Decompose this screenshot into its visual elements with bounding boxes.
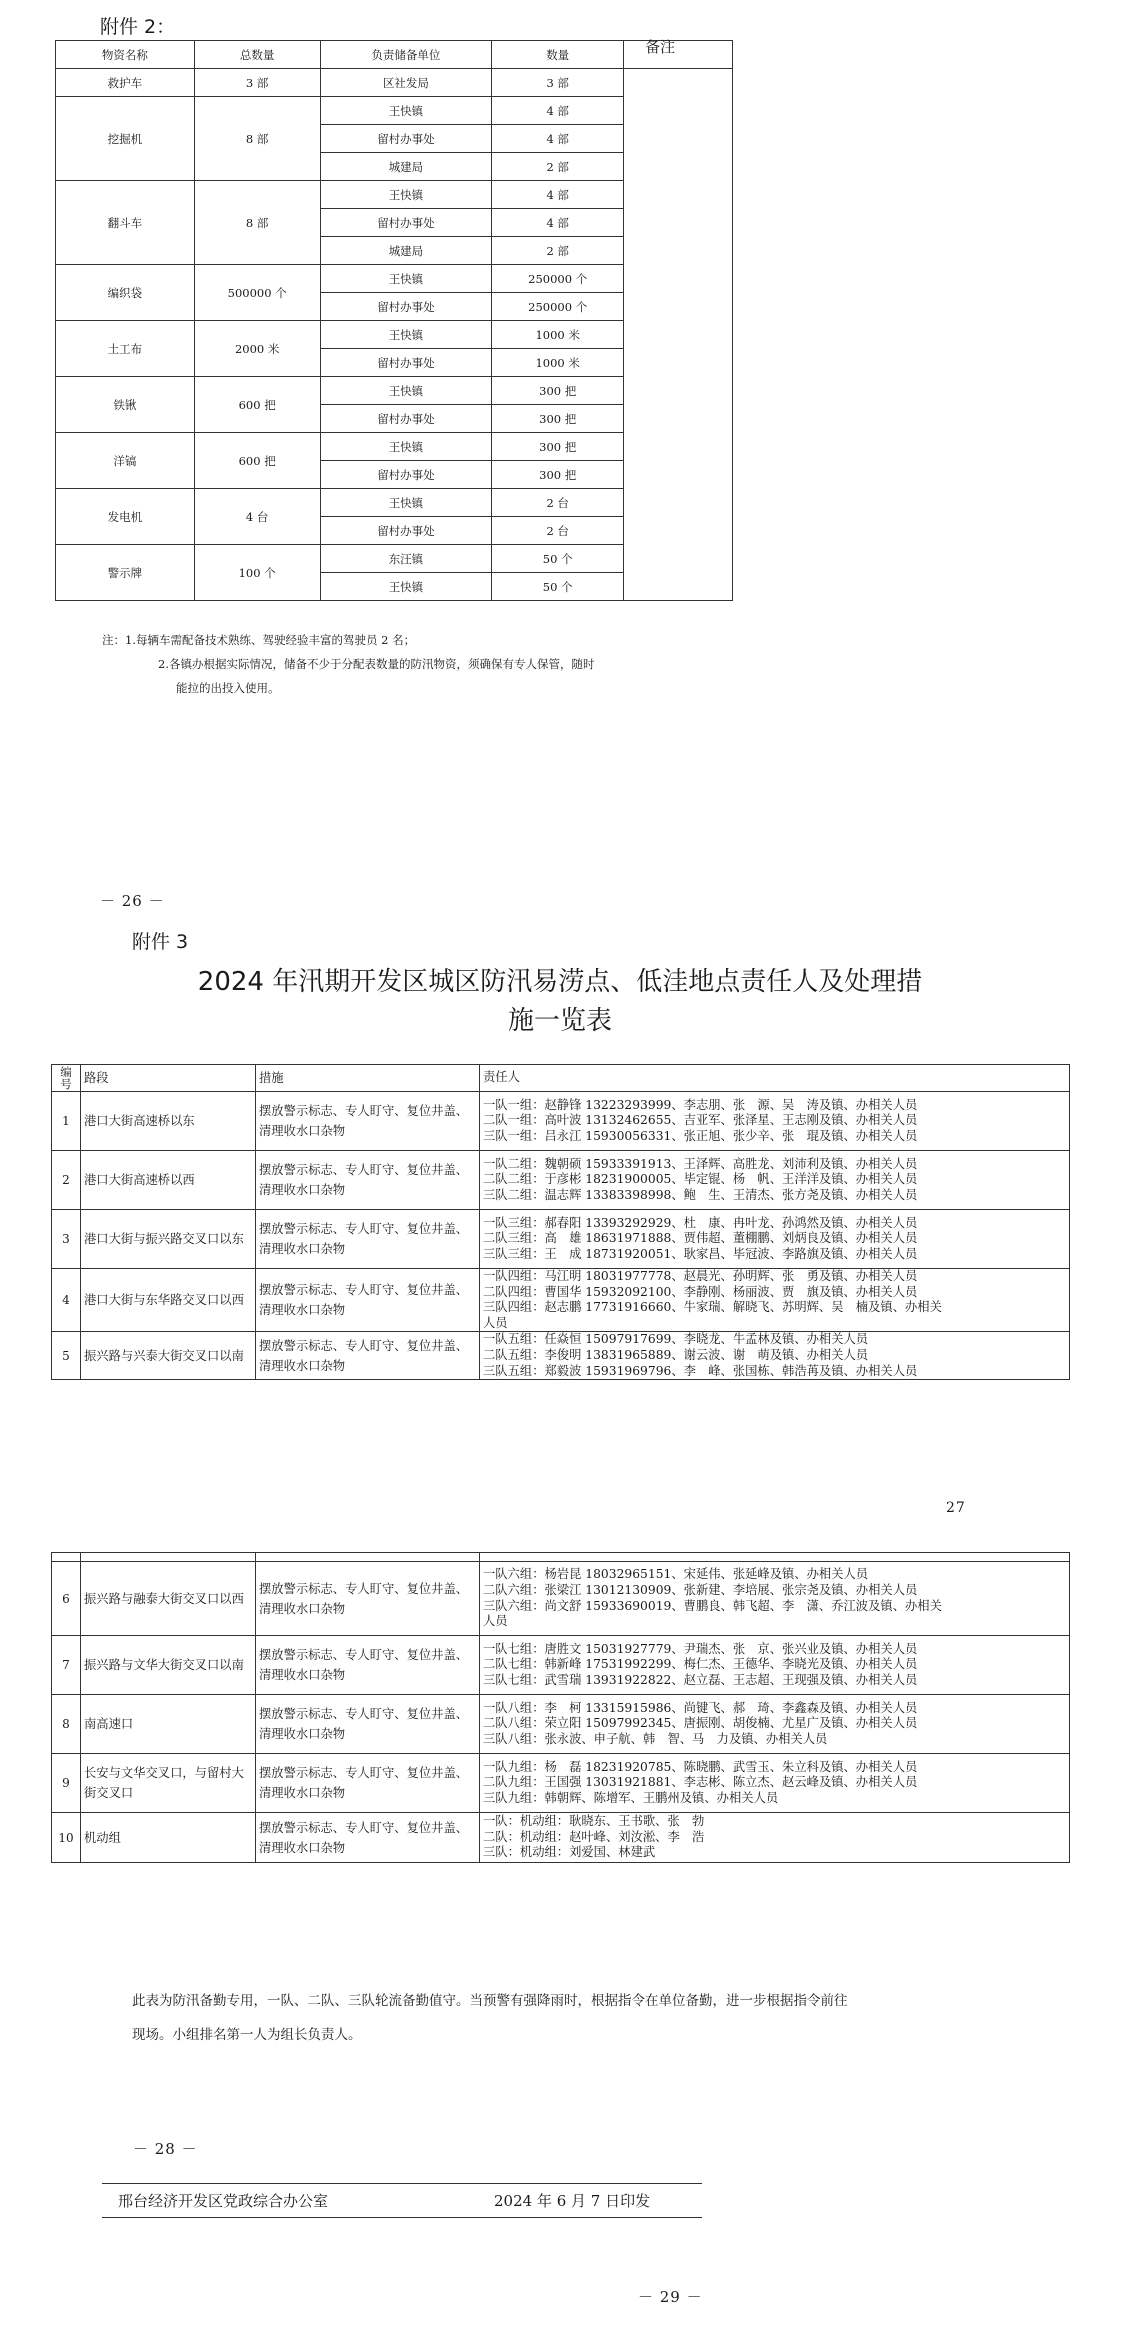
responsible-persons	[480, 1151, 1070, 1210]
responsible-line: 二队：机动组：赵叶峰、刘汝淞、李 浩	[483, 1829, 705, 1844]
unit-quantity: 300 把	[492, 461, 624, 489]
item-total: 8 部	[194, 97, 320, 181]
unit-quantity: 300 把	[492, 405, 624, 433]
header-responsible: 责任人	[480, 1065, 1070, 1092]
table-row	[52, 1151, 1070, 1210]
header-unit: 负责储备单位	[320, 41, 492, 69]
page-number-29: － 29 －	[638, 2288, 703, 2306]
item-total: 600 把	[194, 433, 320, 489]
note-1: 注：1.每辆车需配备技术熟练、驾驶经验丰富的驾驶员 2 名；	[102, 633, 416, 647]
measures: 摆放警示标志、专人盯守、复位井盖、清理收水口杂物	[256, 1151, 480, 1210]
unit-quantity: 2 台	[492, 517, 624, 545]
unit-quantity: 4 部	[492, 125, 624, 153]
responsible-line: 一队二组：魏朝硕 15933391913、王泽辉、高胜龙、刘沛利及镇、办相关人员	[483, 1156, 918, 1171]
responsible-line: 二队七组：韩新峰 17531992299、梅仁杰、王德华、李晓光及镇、办相关人员	[483, 1657, 918, 1672]
note-3: 能拉的出投入使用。	[176, 681, 280, 695]
unit-quantity: 3 部	[492, 69, 624, 97]
unit-quantity: 4 部	[492, 97, 624, 125]
table-row	[52, 1636, 1070, 1695]
road-section: 南高速口	[81, 1695, 256, 1754]
row-number: 7	[52, 1636, 81, 1695]
responsible-persons	[480, 1269, 1070, 1332]
table-row	[52, 1269, 1070, 1332]
supplies-row	[56, 69, 733, 97]
row-number: 9	[52, 1754, 81, 1813]
responsible-line: 二队六组：张梁江 13012130909、张新建、李培展、张宗尧及镇、办相关人员	[483, 1582, 918, 1597]
item-name: 挖掘机	[56, 97, 195, 181]
annex2-label: 附件 2：	[100, 16, 176, 38]
item-total: 500000 个	[194, 265, 320, 321]
responsible-persons	[480, 1695, 1070, 1754]
responsible-line: 人员	[483, 1614, 508, 1629]
responsible-persons	[480, 1754, 1070, 1813]
table-row	[52, 1332, 1070, 1380]
unit-quantity: 300 把	[492, 377, 624, 405]
responsible-line: 一队一组：赵静锋 13223293999、李志朋、张 源、吴 涛及镇、办相关人员	[483, 1097, 918, 1112]
road-section: 港口大街与振兴路交叉口以东	[81, 1210, 256, 1269]
responsible-persons	[480, 1332, 1070, 1380]
storage-unit: 王快镇	[320, 181, 492, 209]
table-row	[52, 1092, 1070, 1151]
row-number: 10	[52, 1813, 81, 1863]
footer-date: 2024 年 6 月 7 日印发	[494, 2192, 651, 2210]
responsible-line: 三队一组：吕永江 15930056331、张正旭、张少辛、张 琨及镇、办相关人员	[483, 1128, 918, 1143]
measures: 摆放警示标志、专人盯守、复位井盖、清理收水口杂物	[256, 1636, 480, 1695]
header-measure: 措施	[256, 1065, 480, 1092]
page-number-26: － 26 －	[100, 892, 165, 910]
unit-quantity: 300 把	[492, 433, 624, 461]
responsible-line: 三队：机动组：刘爱国、林建武	[483, 1845, 656, 1860]
responsible-line: 人员	[483, 1315, 508, 1330]
remark-cell	[624, 69, 733, 601]
responsible-line: 二队五组：李俊明 13831965889、谢云波、谢 萌及镇、办相关人员	[483, 1347, 869, 1362]
storage-unit: 王快镇	[320, 377, 492, 405]
storage-unit: 城建局	[320, 153, 492, 181]
row-number: 3	[52, 1210, 81, 1269]
annex3-title-line1: 2024 年汛期开发区城区防汛易涝点、低洼地点责任人及处理措	[197, 967, 923, 997]
responsible-line: 一队七组：唐胜文 15031927779、尹瑞杰、张 京、张兴业及镇、办相关人员	[483, 1641, 918, 1656]
table-header-row	[52, 1065, 1070, 1092]
annex3-title-line2: 施一览表	[507, 1006, 612, 1036]
responsible-line: 三队三组：王 成 18731920051、耿家昌、毕冠波、李路旗及镇、办相关人员	[483, 1246, 918, 1261]
road-section: 长安与文华交叉口，与留村大街交叉口	[81, 1754, 256, 1813]
responsible-line: 三队九组：韩朝辉、陈增军、王鹏州及镇、办相关人员	[483, 1790, 779, 1805]
measures: 摆放警示标志、专人盯守、复位井盖、清理收水口杂物	[256, 1210, 480, 1269]
road-section: 振兴路与兴泰大街交叉口以南	[81, 1332, 256, 1380]
table-row	[52, 1754, 1070, 1813]
responsibility-table-part2	[51, 1552, 1070, 1863]
responsibility-table-part1	[51, 1064, 1070, 1380]
table-row	[52, 1813, 1070, 1863]
responsible-persons	[480, 1813, 1070, 1863]
measures: 摆放警示标志、专人盯守、复位井盖、清理收水口杂物	[256, 1695, 480, 1754]
header-no: 编号	[52, 1065, 81, 1092]
unit-quantity: 2 部	[492, 153, 624, 181]
measures: 摆放警示标志、专人盯守、复位井盖、清理收水口杂物	[256, 1813, 480, 1863]
road-section: 振兴路与文华大街交叉口以南	[81, 1636, 256, 1695]
responsible-line: 三队八组：张永波、申子航、韩 智、马 力及镇、办相关人员	[483, 1731, 828, 1746]
responsible-line: 三队五组：郑毅波 15931969796、李 峰、张国栋、韩浩苒及镇、办相关人员	[483, 1363, 918, 1378]
item-name: 救护车	[56, 69, 195, 97]
storage-unit: 王快镇	[320, 433, 492, 461]
row-number: 4	[52, 1269, 81, 1332]
unit-quantity: 4 部	[492, 181, 624, 209]
item-name: 发电机	[56, 489, 195, 545]
road-section: 港口大街高速桥以西	[81, 1151, 256, 1210]
responsible-line: 一队三组：郝春阳 13393292929、杜 康、冉叶龙、孙鸿然及镇、办相关人员	[483, 1215, 918, 1230]
supplies-table	[55, 40, 733, 601]
row-number: 1	[52, 1092, 81, 1151]
storage-unit: 留村办事处	[320, 405, 492, 433]
row-number: 8	[52, 1695, 81, 1754]
responsible-line: 二队一组：高叶波 13132462655、吉亚军、张泽星、王志刚及镇、办相关人员	[483, 1113, 918, 1128]
item-name: 翻斗车	[56, 181, 195, 265]
header-road: 路段	[81, 1065, 256, 1092]
unit-quantity: 1000 米	[492, 349, 624, 377]
unit-quantity: 2 部	[492, 237, 624, 265]
storage-unit: 王快镇	[320, 97, 492, 125]
annex3-label: 附件 3	[132, 931, 189, 953]
storage-unit: 留村办事处	[320, 293, 492, 321]
measures: 摆放警示标志、专人盯守、复位井盖、清理收水口杂物	[256, 1332, 480, 1380]
table-row	[52, 1695, 1070, 1754]
storage-unit: 留村办事处	[320, 349, 492, 377]
row-number: 6	[52, 1562, 81, 1636]
measures: 摆放警示标志、专人盯守、复位井盖、清理收水口杂物	[256, 1562, 480, 1636]
storage-unit: 王快镇	[320, 489, 492, 517]
footer-rule-bottom	[102, 2217, 702, 2218]
supplies-header-row	[56, 41, 733, 69]
responsible-line: 二队二组：于彦彬 18231900005、毕定锟、杨 帆、王洋洋及镇、办相关人员	[483, 1172, 918, 1187]
storage-unit: 留村办事处	[320, 517, 492, 545]
storage-unit: 区社发局	[320, 69, 492, 97]
storage-unit: 留村办事处	[320, 125, 492, 153]
item-name: 洋镐	[56, 433, 195, 489]
item-total: 8 部	[194, 181, 320, 265]
measures: 摆放警示标志、专人盯守、复位井盖、清理收水口杂物	[256, 1092, 480, 1151]
measures: 摆放警示标志、专人盯守、复位井盖、清理收水口杂物	[256, 1754, 480, 1813]
item-total: 600 把	[194, 377, 320, 433]
item-name: 铁锹	[56, 377, 195, 433]
measures: 摆放警示标志、专人盯守、复位井盖、清理收水口杂物	[256, 1269, 480, 1332]
item-name: 土工布	[56, 321, 195, 377]
responsible-persons	[480, 1092, 1070, 1151]
item-total: 2000 米	[194, 321, 320, 377]
responsible-line: 二队三组：高 雄 18631971888、贾伟超、董棚鹏、刘炳良及镇、办相关人员	[483, 1231, 918, 1246]
header-item-name: 物资名称	[56, 41, 195, 69]
responsible-line: 三队二组：温志辉 13383398998、鲍 生、王清杰、张方尧及镇、办相关人员	[483, 1187, 918, 1202]
storage-unit: 王快镇	[320, 321, 492, 349]
road-section: 振兴路与融泰大街交叉口以西	[81, 1562, 256, 1636]
storage-unit: 留村办事处	[320, 209, 492, 237]
responsible-line: 三队六组：尚文舒 15933690019、曹鹏良、韩飞超、李 潇、乔江波及镇、办相关	[483, 1598, 942, 1613]
item-total: 4 台	[194, 489, 320, 545]
unit-quantity: 4 部	[492, 209, 624, 237]
storage-unit: 留村办事处	[320, 461, 492, 489]
table-row	[52, 1210, 1070, 1269]
storage-unit: 东汪镇	[320, 545, 492, 573]
item-name: 警示牌	[56, 545, 195, 601]
closing-line-1: 此表为防汛备勤专用，一队、二队、三队轮流备勤值守。当预警有强降雨时，根据指令在单位备勤，进一步根据指令前往	[132, 1993, 848, 2009]
responsible-line: 一队：机动组：耿晓东、王书歌、张 勃	[483, 1814, 705, 1829]
footer-rule-top	[102, 2183, 702, 2184]
unit-quantity: 50 个	[492, 573, 624, 601]
road-section: 港口大街与东华路交叉口以西	[81, 1269, 256, 1332]
responsible-persons	[480, 1562, 1070, 1636]
row-number: 2	[52, 1151, 81, 1210]
header-quantity: 数量	[492, 41, 624, 69]
unit-quantity: 250000 个	[492, 265, 624, 293]
responsible-persons	[480, 1636, 1070, 1695]
header-remark: 备注	[624, 41, 733, 69]
unit-quantity: 1000 米	[492, 321, 624, 349]
responsible-line: 三队七组：武雪瑞 13931922822、赵立磊、王志超、王现强及镇、办相关人员	[483, 1672, 918, 1687]
storage-unit: 王快镇	[320, 573, 492, 601]
responsible-line: 一队八组：李 柯 13315915986、尚键飞、郝 琦、李鑫森及镇、办相关人员	[483, 1700, 918, 1715]
row-number: 5	[52, 1332, 81, 1380]
unit-quantity: 2 台	[492, 489, 624, 517]
responsible-line: 二队九组：王国强 13031921881、李志彬、陈立杰、赵云峰及镇、办相关人员	[483, 1775, 918, 1790]
unit-quantity: 250000 个	[492, 293, 624, 321]
page-number-27: 27	[946, 1500, 966, 1516]
road-section: 机动组	[81, 1813, 256, 1863]
header-total: 总数量	[194, 41, 320, 69]
responsible-line: 二队四组：曹国华 15932092100、李静刚、杨丽波、贾 旗及镇、办相关人员	[483, 1284, 918, 1299]
storage-unit: 城建局	[320, 237, 492, 265]
responsible-line: 一队六组：杨岩昆 18032965151、宋延伟、张延峰及镇、办相关人员	[483, 1567, 869, 1582]
responsible-line: 一队九组：杨 磊 18231920785、陈晓鹏、武雪玉、朱立科及镇、办相关人员	[483, 1759, 918, 1774]
road-section: 港口大街高速桥以东	[81, 1092, 256, 1151]
storage-unit: 王快镇	[320, 265, 492, 293]
item-name: 编织袋	[56, 265, 195, 321]
table-row	[52, 1562, 1070, 1636]
responsible-line: 二队八组：荣立阳 15097992345、唐振刚、胡俊楠、尤星广及镇、办相关人员	[483, 1716, 918, 1731]
page-number-28: － 28 －	[133, 2140, 198, 2158]
responsible-line: 一队四组：马江明 18031977778、赵晨光、孙明辉、张 勇及镇、办相关人员	[483, 1269, 918, 1283]
footer-org: 邢台经济开发区党政综合办公室	[118, 2192, 329, 2210]
item-total: 3 部	[194, 69, 320, 97]
unit-quantity: 50 个	[492, 545, 624, 573]
closing-line-2: 现场。小组排名第一人为组长负责人。	[132, 2027, 362, 2043]
responsible-line: 三队四组：赵志鹏 17731916660、牛家瑞、解晓飞、苏明辉、吴 楠及镇、办相关	[483, 1300, 942, 1315]
responsible-line: 一队五组：任焱恒 15097917699、李晓龙、牛孟林及镇、办相关人员	[483, 1332, 869, 1347]
item-total: 100 个	[194, 545, 320, 601]
responsible-persons	[480, 1210, 1070, 1269]
note-2: 2.各镇办根据实际情况，储备不少于分配表数量的防汛物资，须确保有专人保管，随时	[158, 657, 595, 671]
